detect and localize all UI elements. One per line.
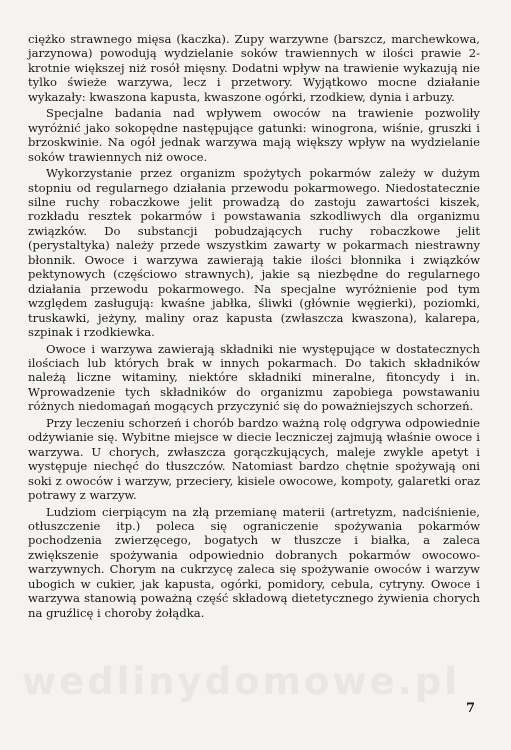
paragraph-6: Ludziom cierpiącym na złą przemianę materii (artretyzm, nadciśnienie, otłuszczenie itp.) poleca się ograniczenie spożywania pokarmów pochodzenia zwierzęcego, bogatych w tłuszcze i białka, a zaleca zwiększenie spożywania odpowiednio dobranych pokarmów owocowo-warzywnych. Chorym na cukrzycę zaleca się spożywanie owoców i warzyw ubogich w cukier, jak kapusta, ogórki, pomidory, cebula, cytryny. Owoce i warzywa stanowią poważną część składową dietetycznego żywienia chorych na gruźlicę i choroby żołądka. — [28, 504, 480, 620]
watermark: wedlinydomowe.pl — [22, 660, 460, 703]
paragraph-1: ciężko strawnego mięsa (kaczka). Zupy warzywne (barszcz, marchewkowa, jarzynowa) powodują wydzielanie soków trawiennych w ilości prawie 2-krotnie większej niż rosół mięsny. Dodatni wpływ na trawienie wykazują nie tylko świeże warzywa, lecz i przetwory. Wyjątkowo mocne działanie wykazały: kwaszona kapusta, kwaszone ogórki, rzodkiew, dynia i arbuzy. — [28, 32, 480, 104]
page-number: 7 — [466, 701, 476, 716]
paragraph-2: Specjalne badania nad wpływem owoców na trawienie pozwoliły wyróżnić jako sokopędne następujące gatunki: winogrona, wiśnie, gruszki i brzoskwinie. Na ogół jednak warzywa mają większy wpływ na wydzielanie soków trawiennych niż owoce. — [28, 106, 480, 164]
paragraph-3: Wykorzystanie przez organizm spożytych pokarmów zależy w dużym stopniu od regularnego działania przewodu pokarmowego. Niedostatecznie silne ruchy robaczkowe jelit prowadzą do zastoju zawartości kiszek, rozkładu resztek pokarmów i powstawania szkodliwych dla organizmu związków. Do substancji pobudzających ruchy robaczkowe jelit (perystaltyka) należy przede wszystkim zawarty w pokarmach niestrawny błonnik. Owoce i warzywa zawierają takie ilości błonnika i związków pektynowych (częściowo strawnych), jakie są niezbędne do regularnego działania przewodu pokarmowego. Na specjalne wyróżnienie pod tym względem zasługują: kwaśne jabłka, śliwki (głównie węgierki), poziomki, truskawki, jeżyny, maliny oraz kapusta (zwłaszcza kwaszona), kalarepa, szpinak i rzodkiewka. — [28, 166, 480, 340]
paragraph-5: Przy leczeniu schorzeń i chorób bardzo ważną rolę odgrywa odpowiednie odżywianie się. Wybitne miejsce w diecie leczniczej zajmują właśnie owoce i warzywa. U chorych, zwłaszcza gorączkujących, maleje zwykle apetyt i występuje niechęć do tłuszczów. Natomiast bardzo chętnie spożywają oni soki z owoców i warzyw, przeciery, kisiele owocowe, kompoty, galaretki oraz potrawy z warzyw. — [28, 415, 480, 503]
paragraph-4: Owoce i warzywa zawierają składniki nie występujące w dostatecznych ilościach lub których brak w innych pokarmach. Do takich składników należą liczne witaminy, niektóre składniki mineralne, fitoncydy i in. Wprowadzenie tych składników do organizmu zapobiega powstawaniu różnych niedomagań mogących przyczynić się do poważniejszych schorzeń. — [28, 341, 480, 414]
page-text — [28, 32, 480, 622]
